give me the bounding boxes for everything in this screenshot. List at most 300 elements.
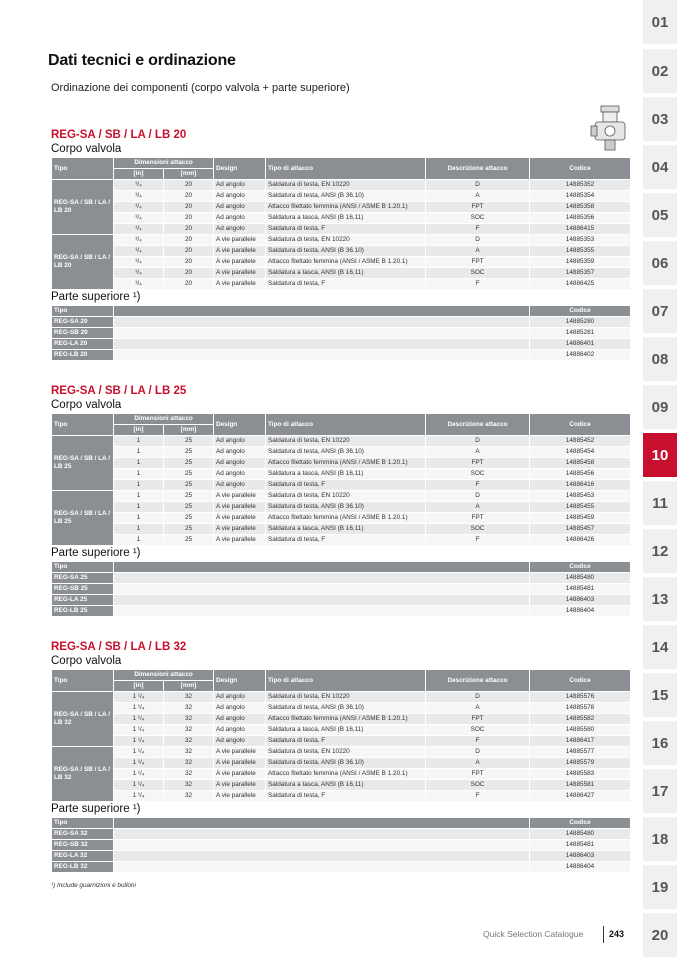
cell-mm: 32 (164, 791, 214, 802)
cell-codice: 14885582 (530, 714, 631, 725)
cell-mm: 25 (164, 502, 214, 513)
table-row (52, 535, 631, 546)
cell-in: ³/₄ (114, 180, 164, 191)
parts-row (52, 328, 631, 339)
cell-descrizione: SOC (426, 213, 530, 224)
cell-codice: 14885577 (530, 747, 631, 758)
cell-design: Ad angolo (214, 736, 266, 747)
table-row (52, 224, 631, 235)
cell-descrizione: SOC (426, 524, 530, 535)
parts-row (52, 317, 631, 328)
chapter-tab-10[interactable]: 10 (643, 433, 677, 479)
cell-descrizione: F (426, 279, 530, 290)
chapter-tab-14[interactable]: 14 (643, 625, 677, 671)
col-header-tipo: Tipo (52, 670, 114, 692)
cell-descrizione: FPT (426, 714, 530, 725)
table-row (52, 235, 631, 246)
cell-descrizione: F (426, 224, 530, 235)
cell-codice: 14885458 (530, 458, 631, 469)
chapter-tab-03[interactable]: 03 (643, 97, 677, 143)
col-header-tipo: Tipo (52, 306, 114, 317)
col-header-attacco: Tipo di attacco (266, 670, 426, 692)
cell-descrizione: D (426, 491, 530, 502)
parts-row (52, 840, 631, 851)
part-spacer (114, 573, 530, 584)
cell-descrizione: FPT (426, 202, 530, 213)
cell-descrizione: D (426, 692, 530, 703)
cell-design: Ad angolo (214, 202, 266, 213)
chapter-tab-04[interactable]: 04 (643, 145, 677, 191)
col-header-in: [in] (114, 681, 164, 692)
cell-in: 1 (114, 447, 164, 458)
cell-codice: 14885581 (530, 780, 631, 791)
table-row (52, 502, 631, 513)
cell-descrizione: F (426, 480, 530, 491)
cell-in: 1 (114, 524, 164, 535)
part-codice: 14886403 (530, 851, 631, 862)
cell-in: 1 ¹/₄ (114, 769, 164, 780)
cell-attacco: Saldatura di testa, F (266, 736, 426, 747)
cell-design: A vie parallele (214, 747, 266, 758)
cell-codice: 14885457 (530, 524, 631, 535)
part-spacer (114, 328, 530, 339)
cell-mm: 32 (164, 747, 214, 758)
cell-design: A vie parallele (214, 535, 266, 546)
col-header-dimensioni: Dimensioni attacco (114, 670, 214, 681)
cell-in: 1 ¹/₄ (114, 714, 164, 725)
part-codice: 14886404 (530, 606, 631, 617)
chapter-tab-15[interactable]: 15 (643, 673, 677, 719)
cell-mm: 20 (164, 191, 214, 202)
cell-codice: 14885359 (530, 257, 631, 268)
part-tipo: REG-SB 25 (52, 584, 114, 595)
cell-design: Ad angolo (214, 180, 266, 191)
cell-attacco: Attacco filettato femmina (ANSI / ASME B 1.20.1) (266, 257, 426, 268)
cell-design: A vie parallele (214, 279, 266, 290)
cell-in: ³/₄ (114, 191, 164, 202)
footer-label: Quick Selection Catalogue (483, 929, 584, 939)
table-row (52, 524, 631, 535)
cell-mm: 25 (164, 491, 214, 502)
cell-attacco: Attacco filettato femmina (ANSI / ASME B 1.20.1) (266, 714, 426, 725)
table-header-row (52, 670, 631, 681)
page-subtitle: Ordinazione dei componenti (corpo valvola + parte superiore) (51, 82, 350, 94)
cell-in: 1 ¹/₄ (114, 692, 164, 703)
cell-codice: 14885456 (530, 469, 631, 480)
chapter-tab-06[interactable]: 06 (643, 241, 677, 287)
part-spacer (114, 584, 530, 595)
cell-design: A vie parallele (214, 268, 266, 279)
parts-table (51, 817, 631, 873)
part-codice: 14886401 (530, 339, 631, 350)
section-title: REG-SA / SB / LA / LB 25 (51, 385, 187, 397)
row-tipo: REG-SA / SB / LA / LB 25 (52, 491, 114, 546)
part-codice: 14886404 (530, 862, 631, 873)
chapter-tab-08[interactable]: 08 (643, 337, 677, 383)
table-row (52, 703, 631, 714)
section-title: REG-SA / SB / LA / LB 20 (51, 129, 187, 141)
cell-attacco: Saldatura di testa, ANSI (B 36.10) (266, 703, 426, 714)
table-header-row (52, 414, 631, 425)
cell-descrizione: A (426, 758, 530, 769)
cell-in: 1 ¹/₄ (114, 747, 164, 758)
cell-in: ³/₄ (114, 257, 164, 268)
cell-codice: 14886415 (530, 224, 631, 235)
cell-descrizione: F (426, 736, 530, 747)
col-header-tipo: Tipo (52, 562, 114, 573)
chapter-tab-01[interactable]: 01 (643, 0, 677, 46)
cell-attacco: Saldatura di testa, F (266, 279, 426, 290)
table-row (52, 758, 631, 769)
parts-table (51, 561, 631, 617)
cell-attacco: Saldatura di testa, ANSI (B 36.10) (266, 502, 426, 513)
col-header-in: [in] (114, 425, 164, 436)
col-header-codice: Codice (530, 158, 631, 180)
chapter-tab-20[interactable]: 20 (643, 913, 677, 958)
part-spacer (114, 851, 530, 862)
cell-mm: 25 (164, 535, 214, 546)
cell-descrizione: SOC (426, 780, 530, 791)
cell-in: 1 ¹/₄ (114, 791, 164, 802)
cell-attacco: Saldatura a tasca, ANSI (B 16,11) (266, 268, 426, 279)
col-header-descrizione: Descrizione attacco (426, 158, 530, 180)
cell-attacco: Saldatura a tasca, ANSI (B 16,11) (266, 469, 426, 480)
part-spacer (114, 339, 530, 350)
cell-mm: 20 (164, 202, 214, 213)
part-spacer (114, 317, 530, 328)
cell-mm: 20 (164, 279, 214, 290)
page-title: Dati tecnici e ordinazione (48, 52, 236, 69)
col-header-tipo: Tipo (52, 414, 114, 436)
cell-codice: 14885354 (530, 191, 631, 202)
cell-mm: 32 (164, 692, 214, 703)
cell-descrizione: SOC (426, 469, 530, 480)
cell-codice: 14885355 (530, 246, 631, 257)
cell-attacco: Saldatura di testa, EN 10220 (266, 180, 426, 191)
cell-attacco: Attacco filettato femmina (ANSI / ASME B 1.20.1) (266, 769, 426, 780)
cell-descrizione: D (426, 235, 530, 246)
part-spacer (114, 840, 530, 851)
cell-design: A vie parallele (214, 780, 266, 791)
cell-descrizione: F (426, 791, 530, 802)
part-tipo: REG-LB 20 (52, 350, 114, 361)
table-row (52, 246, 631, 257)
col-header-mm: [mm] (164, 681, 214, 692)
cell-descrizione: FPT (426, 769, 530, 780)
body-table (51, 413, 631, 546)
cell-mm: 20 (164, 180, 214, 191)
part-tipo: REG-LA 25 (52, 595, 114, 606)
chapter-tab-11[interactable]: 11 (643, 481, 677, 527)
parts-row (52, 606, 631, 617)
cell-design: Ad angolo (214, 436, 266, 447)
table-row (52, 747, 631, 758)
part-codice: 14885281 (530, 328, 631, 339)
cell-codice: 14886426 (530, 535, 631, 546)
part-tipo: REG-SA 32 (52, 829, 114, 840)
body-table (51, 669, 631, 802)
cell-descrizione: A (426, 246, 530, 257)
cell-in: ³/₄ (114, 268, 164, 279)
cell-mm: 32 (164, 736, 214, 747)
cell-attacco: Saldatura di testa, ANSI (B 36.10) (266, 758, 426, 769)
cell-in: 1 (114, 480, 164, 491)
cell-descrizione: SOC (426, 725, 530, 736)
cell-design: A vie parallele (214, 502, 266, 513)
cell-design: Ad angolo (214, 191, 266, 202)
cell-mm: 20 (164, 257, 214, 268)
cell-mm: 25 (164, 458, 214, 469)
cell-in: 1 ¹/₄ (114, 725, 164, 736)
cell-in: 1 ¹/₄ (114, 758, 164, 769)
cell-design: Ad angolo (214, 692, 266, 703)
col-header-in: [in] (114, 169, 164, 180)
cell-design: A vie parallele (214, 235, 266, 246)
chapter-tabs (643, 0, 677, 958)
table-row (52, 491, 631, 502)
table-row (52, 480, 631, 491)
cell-attacco: Saldatura di testa, EN 10220 (266, 747, 426, 758)
cell-attacco: Saldatura a tasca, ANSI (B 16,11) (266, 524, 426, 535)
row-tipo: REG-SA / SB / LA / LB 25 (52, 436, 114, 491)
chapter-tab-05[interactable]: 05 (643, 193, 677, 239)
cell-in: 1 (114, 535, 164, 546)
part-codice: 14885480 (530, 573, 631, 584)
chapter-tab-18[interactable]: 18 (643, 817, 677, 863)
part-tipo: REG-LA 32 (52, 851, 114, 862)
cell-design: Ad angolo (214, 447, 266, 458)
cell-codice: 14885353 (530, 235, 631, 246)
table-row (52, 180, 631, 191)
cell-codice: 14886427 (530, 791, 631, 802)
section-2 (51, 384, 630, 617)
col-header-codice: Codice (530, 306, 631, 317)
row-tipo: REG-SA / SB / LA / LB 32 (52, 747, 114, 802)
cell-design: A vie parallele (214, 769, 266, 780)
cell-mm: 20 (164, 235, 214, 246)
body-table (51, 157, 631, 290)
col-header-spacer (114, 818, 530, 829)
col-header-tipo: Tipo (52, 158, 114, 180)
cell-descrizione: A (426, 502, 530, 513)
section-title: REG-SA / SB / LA / LB 32 (51, 641, 187, 653)
page-number: 243 (609, 929, 625, 939)
table-row (52, 513, 631, 524)
cell-mm: 20 (164, 268, 214, 279)
cell-codice: 14885576 (530, 692, 631, 703)
cell-design: A vie parallele (214, 513, 266, 524)
cell-attacco: Saldatura di testa, F (266, 480, 426, 491)
cell-mm: 25 (164, 513, 214, 524)
cell-descrizione: FPT (426, 458, 530, 469)
cell-design: Ad angolo (214, 703, 266, 714)
cell-attacco: Saldatura a tasca, ANSI (B 16,11) (266, 213, 426, 224)
part-tipo: REG-SB 32 (52, 840, 114, 851)
cell-mm: 25 (164, 524, 214, 535)
cell-descrizione: A (426, 191, 530, 202)
chapter-tab-07[interactable]: 07 (643, 289, 677, 335)
cell-design: A vie parallele (214, 524, 266, 535)
cell-design: Ad angolo (214, 714, 266, 725)
cell-design: A vie parallele (214, 491, 266, 502)
col-header-tipo: Tipo (52, 818, 114, 829)
cell-mm: 25 (164, 447, 214, 458)
cell-in: ³/₄ (114, 224, 164, 235)
cell-attacco: Saldatura a tasca, ANSI (B 16,11) (266, 725, 426, 736)
col-header-codice: Codice (530, 562, 631, 573)
col-header-attacco: Tipo di attacco (266, 158, 426, 180)
footer-divider (603, 926, 604, 943)
parts-row (52, 339, 631, 350)
col-header-mm: [mm] (164, 169, 214, 180)
chapter-tab-13[interactable]: 13 (643, 577, 677, 623)
cell-in: ³/₄ (114, 279, 164, 290)
col-header-spacer (114, 562, 530, 573)
table-row (52, 257, 631, 268)
chapter-tab-12[interactable]: 12 (643, 529, 677, 575)
cell-descrizione: SOC (426, 268, 530, 279)
part-spacer (114, 606, 530, 617)
parts-header-row (52, 562, 631, 573)
part-tipo: REG-SB 20 (52, 328, 114, 339)
col-header-codice: Codice (530, 670, 631, 692)
table-row (52, 725, 631, 736)
parts-row (52, 584, 631, 595)
cell-codice: 14885452 (530, 436, 631, 447)
col-header-descrizione: Descrizione attacco (426, 670, 530, 692)
cell-design: Ad angolo (214, 725, 266, 736)
part-tipo: REG-SA 25 (52, 573, 114, 584)
cell-mm: 20 (164, 246, 214, 257)
parts-row (52, 829, 631, 840)
footnote: ¹) Include guarnizioni e bulloni (51, 882, 136, 889)
cell-in: 1 (114, 436, 164, 447)
parts-header-row (52, 306, 631, 317)
col-header-spacer (114, 306, 530, 317)
chapter-tab-09[interactable]: 09 (643, 385, 677, 431)
section-1 (51, 128, 630, 361)
cell-attacco: Saldatura di testa, EN 10220 (266, 436, 426, 447)
cell-attacco: Saldatura di testa, ANSI (B 36.10) (266, 447, 426, 458)
cell-descrizione: D (426, 180, 530, 191)
cell-descrizione: D (426, 747, 530, 758)
table-row (52, 714, 631, 725)
cell-attacco: Saldatura a tasca, ANSI (B 16,11) (266, 780, 426, 791)
cell-in: ³/₄ (114, 246, 164, 257)
section-3 (51, 640, 630, 873)
chapter-tab-02[interactable]: 02 (643, 49, 677, 95)
table-row (52, 780, 631, 791)
cell-descrizione: F (426, 535, 530, 546)
cell-mm: 25 (164, 469, 214, 480)
cell-in: 1 (114, 469, 164, 480)
col-header-codice: Codice (530, 414, 631, 436)
cell-codice: 14885579 (530, 758, 631, 769)
part-codice: 14885481 (530, 840, 631, 851)
part-spacer (114, 862, 530, 873)
cell-codice: 14885356 (530, 213, 631, 224)
part-spacer (114, 829, 530, 840)
col-header-design: Design (214, 414, 266, 436)
parts-label: Parte superiore ¹) (51, 803, 141, 815)
body-label: Corpo valvola (51, 143, 122, 155)
cell-in: ³/₄ (114, 202, 164, 213)
cell-mm: 25 (164, 480, 214, 491)
cell-in: 1 (114, 502, 164, 513)
cell-in: ³/₄ (114, 213, 164, 224)
chapter-tab-16[interactable]: 16 (643, 721, 677, 767)
table-row (52, 791, 631, 802)
page-footer (483, 926, 629, 944)
cell-mm: 20 (164, 213, 214, 224)
part-codice: 14885481 (530, 584, 631, 595)
cell-in: 1 ¹/₄ (114, 736, 164, 747)
cell-mm: 32 (164, 758, 214, 769)
col-header-descrizione: Descrizione attacco (426, 414, 530, 436)
table-row (52, 279, 631, 290)
part-tipo: REG-LB 25 (52, 606, 114, 617)
cell-design: Ad angolo (214, 458, 266, 469)
cell-attacco: Saldatura di testa, EN 10220 (266, 235, 426, 246)
cell-design: Ad angolo (214, 480, 266, 491)
cell-mm: 32 (164, 769, 214, 780)
parts-header-row (52, 818, 631, 829)
table-row (52, 268, 631, 279)
cell-descrizione: FPT (426, 257, 530, 268)
body-label: Corpo valvola (51, 655, 122, 667)
cell-in: 1 (114, 513, 164, 524)
cell-descrizione: D (426, 436, 530, 447)
cell-codice: 14886417 (530, 736, 631, 747)
cell-codice: 14885459 (530, 513, 631, 524)
col-header-dimensioni: Dimensioni attacco (114, 414, 214, 425)
chapter-tab-19[interactable]: 19 (643, 865, 677, 911)
cell-codice: 14886425 (530, 279, 631, 290)
cell-in: 1 ¹/₄ (114, 780, 164, 791)
table-row (52, 736, 631, 747)
row-tipo: REG-SA / SB / LA / LB 32 (52, 692, 114, 747)
cell-mm: 32 (164, 703, 214, 714)
cell-design: A vie parallele (214, 758, 266, 769)
parts-row (52, 573, 631, 584)
parts-row (52, 350, 631, 361)
cell-descrizione: A (426, 447, 530, 458)
cell-codice: 14885455 (530, 502, 631, 513)
cell-design: Ad angolo (214, 469, 266, 480)
cell-in: 1 (114, 491, 164, 502)
chapter-tab-17[interactable]: 17 (643, 769, 677, 815)
cell-descrizione: A (426, 703, 530, 714)
row-tipo: REG-SA / SB / LA / LB 20 (52, 235, 114, 290)
cell-codice: 14885352 (530, 180, 631, 191)
part-tipo: REG-SA 20 (52, 317, 114, 328)
parts-label: Parte superiore ¹) (51, 291, 141, 303)
cell-design: Ad angolo (214, 213, 266, 224)
table-header-row (52, 158, 631, 169)
cell-design: A vie parallele (214, 246, 266, 257)
cell-attacco: Attacco filettato femmina (ANSI / ASME B 1.20.1) (266, 513, 426, 524)
body-label: Corpo valvola (51, 399, 122, 411)
cell-descrizione: FPT (426, 513, 530, 524)
part-codice: 14885480 (530, 829, 631, 840)
col-header-design: Design (214, 158, 266, 180)
part-spacer (114, 595, 530, 606)
table-row (52, 469, 631, 480)
cell-codice: 14885454 (530, 447, 631, 458)
cell-in: 1 ¹/₄ (114, 703, 164, 714)
cell-codice: 14885453 (530, 491, 631, 502)
part-codice: 14886402 (530, 350, 631, 361)
